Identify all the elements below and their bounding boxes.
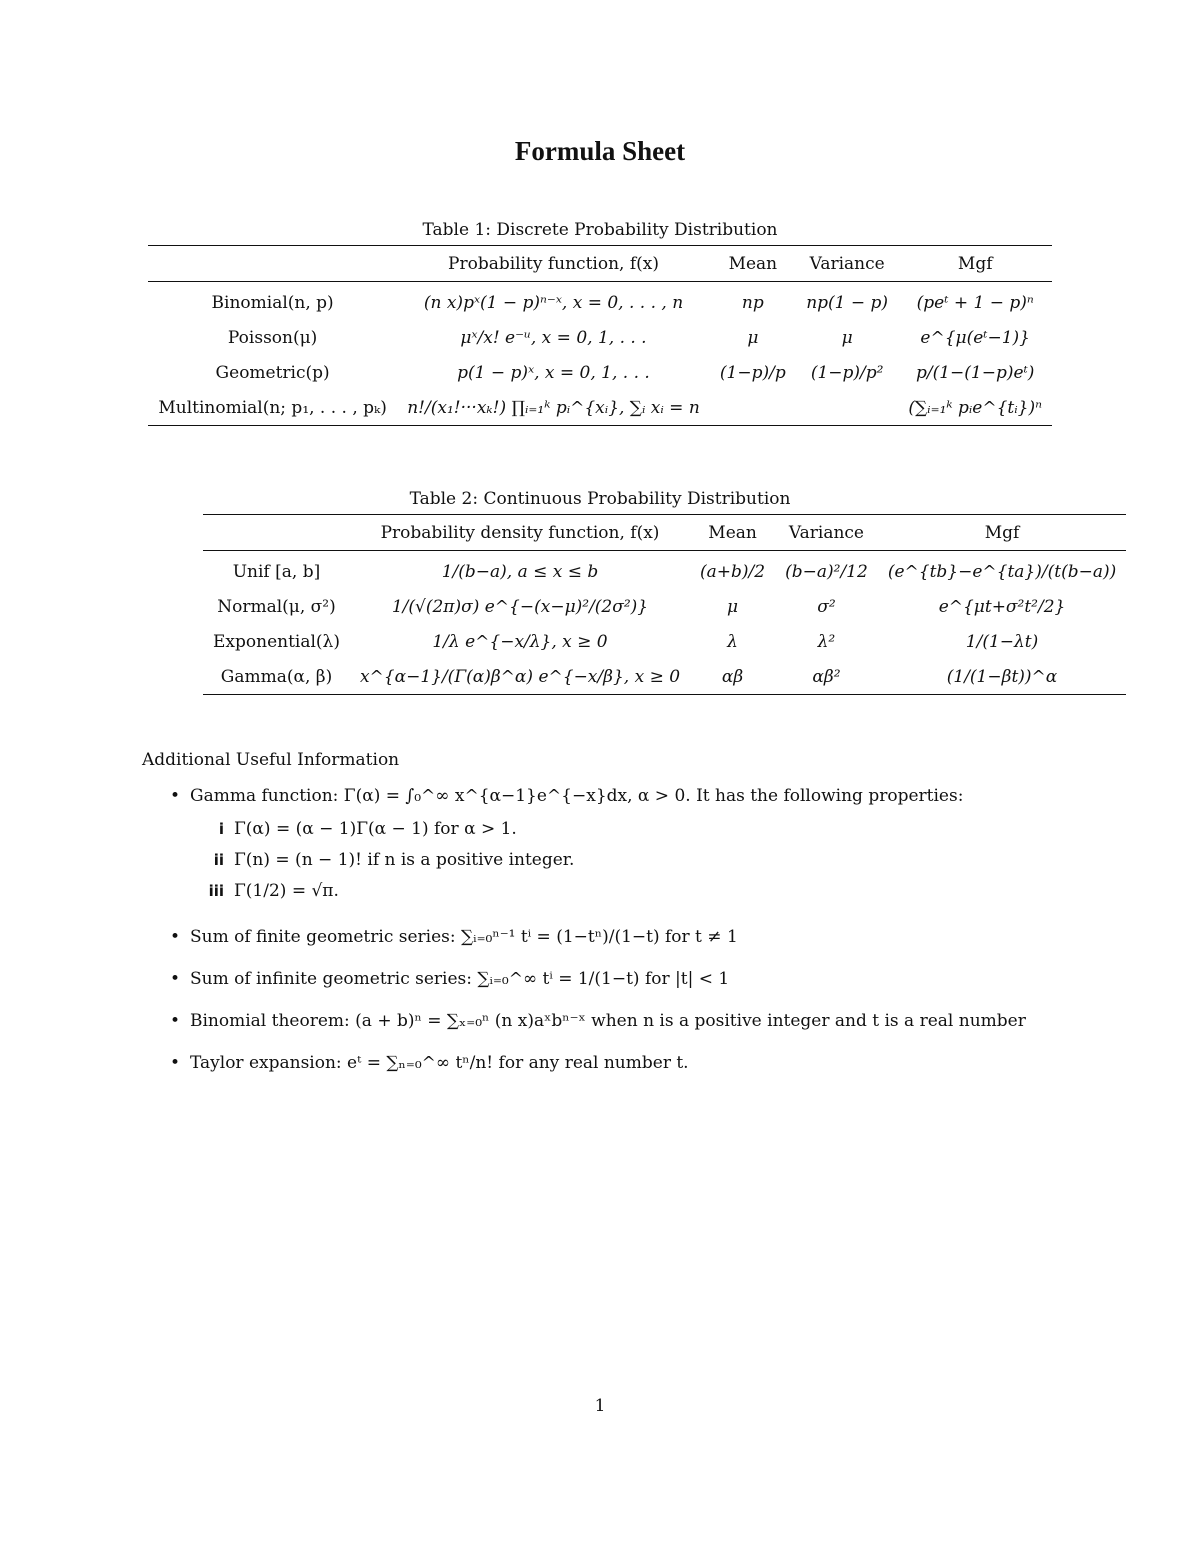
mgf: 1/(1−λt) <box>965 631 1039 652</box>
bullet-icon: • <box>170 786 181 806</box>
property-text: Γ(1/2) = √π. <box>234 881 339 901</box>
gamma-function-text: Gamma function: Γ(α) = ∫₀^∞ x^{α−1}e^{−x}dx, α > 0. It has the following properties: <box>190 786 964 806</box>
variance <box>796 390 899 426</box>
variance: μ <box>841 327 853 348</box>
variance: (b−a)²/12 <box>785 561 868 582</box>
distribution-name: Poisson(μ) <box>227 327 318 348</box>
distribution-name: Geometric(p) <box>215 362 330 383</box>
mean: αβ <box>721 666 744 687</box>
table-row <box>148 282 1052 321</box>
mean <box>710 390 796 426</box>
table-row <box>203 551 1126 590</box>
roman-numeral: i <box>218 820 224 838</box>
page-number: 1 <box>594 1396 606 1416</box>
table2-header-variance: Variance <box>788 522 864 543</box>
distribution-name: Normal(μ, σ²) <box>217 596 336 617</box>
mgf: e^{μ(eᵗ−1)} <box>920 327 1030 348</box>
density-function: 1/(b−a), a ≤ x ≤ b <box>441 561 599 582</box>
table-row <box>203 589 1126 624</box>
density-function: 1/(√(2π)σ) e^{−(x−μ)²/(2σ²)} <box>391 596 649 617</box>
finite-geometric-series: Sum of finite geometric series: ∑ᵢ₌₀ⁿ⁻¹ tⁱ = (1−tⁿ)/(1−t) for t ≠ 1 <box>190 927 738 947</box>
variance: (1−p)/p² <box>810 362 884 383</box>
probability-function: μˣ/x! e⁻ᵘ, x = 0, 1, . . . <box>460 327 647 348</box>
list-item <box>142 784 1152 907</box>
bullet-icon: • <box>170 969 181 989</box>
additional-info-heading: Additional Useful Information <box>142 750 400 770</box>
variance: αβ² <box>812 666 841 687</box>
probability-function: p(1 − p)ˣ, x = 0, 1, . . . <box>457 362 650 383</box>
table1-header-mgf: Mgf <box>957 253 993 274</box>
taylor-expansion: Taylor expansion: eᵗ = ∑ₙ₌₀^∞ tⁿ/n! for any real number t. <box>190 1053 689 1073</box>
page-title: Formula Sheet <box>514 136 686 166</box>
continuous-distribution-table <box>203 514 1126 695</box>
distribution-name: Exponential(λ) <box>213 631 340 652</box>
bullet-icon: • <box>170 927 181 947</box>
mean: np <box>741 292 764 313</box>
mean: (1−p)/p <box>719 362 786 383</box>
mean: μ <box>747 327 759 348</box>
table1-caption: Table 1: Discrete Probability Distribution <box>422 220 778 240</box>
probability-function: n!/(x₁!···xₖ!) ∏ᵢ₌₁ᵏ pᵢ^{xᵢ}, ∑ᵢ xᵢ = n <box>407 397 700 418</box>
gamma-properties <box>190 814 1152 907</box>
mgf: (1/(1−βt))^α <box>946 666 1058 687</box>
mgf: e^{μt+σ²t²/2} <box>938 596 1066 617</box>
table2-header-name <box>203 515 350 551</box>
variance: σ² <box>817 596 836 617</box>
table-row <box>148 390 1052 426</box>
table2-header-pdf: Probability density function, f(x) <box>380 522 660 543</box>
list-item <box>142 1009 1152 1033</box>
table2-header-mgf: Mgf <box>984 522 1020 543</box>
variance: λ² <box>817 631 836 652</box>
list-item <box>190 876 1152 907</box>
table1-header-mean: Mean <box>728 253 778 274</box>
list-item <box>142 967 1152 991</box>
table-row <box>203 659 1126 695</box>
infinite-geometric-series: Sum of infinite geometric series: ∑ᵢ₌₀^∞ tⁱ = 1/(1−t) for |t| < 1 <box>190 969 730 989</box>
mean: λ <box>727 631 738 652</box>
mgf: (e^{tb}−e^{ta})/(t(b−a)) <box>887 561 1117 582</box>
distribution-name: Binomial(n, p) <box>211 292 334 313</box>
probability-function: (n x)pˣ(1 − p)ⁿ⁻ˣ, x = 0, . . . , n <box>423 292 684 313</box>
variance: np(1 − p) <box>806 292 889 313</box>
table1-header-pf: Probability function, f(x) <box>448 253 659 274</box>
table-row <box>148 355 1052 390</box>
property-text: Γ(α) = (α − 1)Γ(α − 1) for α > 1. <box>234 819 517 839</box>
table1-header-variance: Variance <box>809 253 885 274</box>
mean: μ <box>727 596 739 617</box>
binomial-theorem: Binomial theorem: (a + b)ⁿ = ∑ₓ₌₀ⁿ (n x)aˣbⁿ⁻ˣ when n is a positive integer and t is a real number <box>190 1011 1026 1031</box>
mgf: (peᵗ + 1 − p)ⁿ <box>916 292 1034 313</box>
roman-numeral: iii <box>208 882 224 900</box>
table1-header-name <box>148 246 397 282</box>
bullet-icon: • <box>170 1011 181 1031</box>
table-row <box>203 624 1126 659</box>
property-text: Γ(n) = (n − 1)! if n is a positive integer. <box>234 850 575 870</box>
list-item <box>142 1051 1152 1075</box>
table2-header-mean: Mean <box>708 522 757 543</box>
bullet-icon: • <box>170 1053 181 1073</box>
list-item <box>142 925 1152 949</box>
list-item <box>190 814 1152 845</box>
list-item <box>190 845 1152 876</box>
distribution-name: Multinomial(n; p₁, . . . , pₖ) <box>158 397 387 418</box>
discrete-distribution-table <box>148 245 1052 426</box>
table2-header-row <box>203 515 1126 551</box>
density-function: 1/λ e^{−x/λ}, x ≥ 0 <box>432 631 608 652</box>
mgf: p/(1−(1−p)eᵗ) <box>916 362 1035 383</box>
table1-header-row <box>148 246 1052 282</box>
additional-info-list <box>142 784 1152 1075</box>
mgf: (∑ᵢ₌₁ᵏ pᵢe^{tᵢ})ⁿ <box>908 397 1042 418</box>
distribution-name: Gamma(α, β) <box>220 666 333 687</box>
distribution-name: Unif [a, b] <box>232 561 321 582</box>
density-function: x^{α−1}/(Γ(α)β^α) e^{−x/β}, x ≥ 0 <box>359 666 681 687</box>
mean: (a+b)/2 <box>700 561 766 582</box>
roman-numeral: ii <box>213 851 224 869</box>
table2-caption: Table 2: Continuous Probability Distribution <box>409 489 791 509</box>
table-row <box>148 320 1052 355</box>
